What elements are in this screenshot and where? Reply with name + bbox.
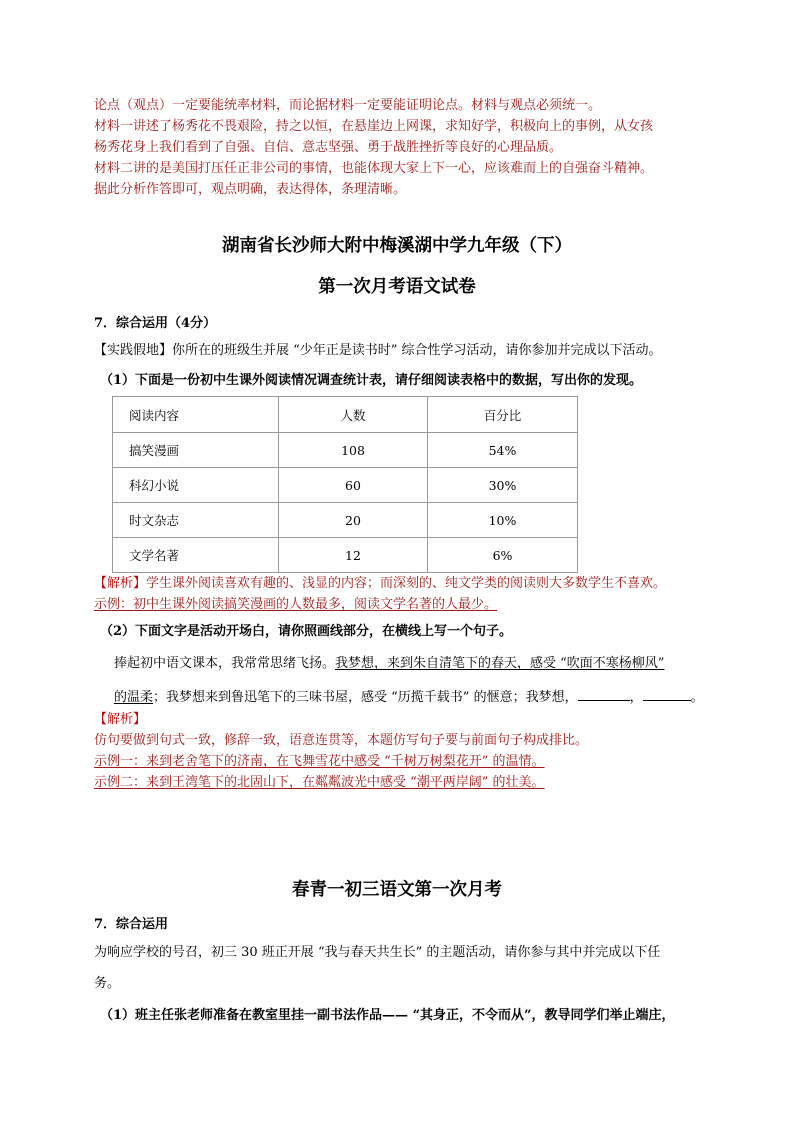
table-cell: 10% — [428, 503, 578, 538]
example-answer-1: 示例：初中生课外阅读搞笑漫画的人数最多，阅读文学名著的人最少。 — [94, 597, 498, 612]
intro-line: 材料一讲述了杨秀花不畏艰险，持之以恒，在悬崖边上网课，求知好学，积极向上的事例，从女孩 — [94, 119, 654, 134]
exam-2-intro-cont: 务。 — [94, 976, 121, 991]
exam-2-sub-question-1: （1）班主任张老师准备在教室里挂一副书法作品—— “其身正，不令而从”，教导同学们举止端庄， — [100, 1008, 675, 1023]
table-cell: 54% — [428, 433, 578, 468]
analysis-1 — [94, 575, 666, 593]
passage-comma: ， — [629, 690, 643, 705]
answer-blank[interactable] — [578, 686, 630, 701]
table-cell: 20 — [279, 503, 428, 538]
table-row — [113, 468, 578, 503]
exam-2-title: 春青一初三语文第一次月考 — [292, 880, 502, 900]
intro-line: 杨秀花身上我们看到了自强、自信、意志坚强、勇于战胜挫折等良好的心理品质。 — [94, 140, 563, 155]
sub-question-2: （2）下面文字是活动开场白，请你照画线部分，在横线上写一个句子。 — [100, 624, 513, 639]
table-header-cell: 阅读内容 — [113, 397, 279, 433]
intro-line: 论点（观点）一定要能统率材料，而论据材料一定要能证明论点。材料与观点必须统一。 — [94, 98, 602, 113]
table-cell: 6% — [428, 538, 578, 573]
table-row — [113, 538, 578, 573]
table-cell: 12 — [279, 538, 428, 573]
table-cell: 科幻小说 — [113, 468, 279, 503]
table-cell: 时文杂志 — [113, 503, 279, 538]
intro-line: 据此分析作答即可，观点明确，表达得体，条理清晰。 — [94, 182, 407, 197]
question-heading-2: 7．综合运用 — [94, 917, 169, 932]
table-row — [113, 433, 578, 468]
analysis-2-tag: 【解析】 — [94, 712, 147, 727]
reading-survey-table — [112, 396, 578, 573]
table-header-cell: 人数 — [279, 397, 428, 433]
exam-2-intro: 为响应学校的号召，初三 30 班正开展 “我与春天共生长” 的主题活动，请你参与其中并完成以下任 — [94, 945, 661, 960]
passage-text: 捧起初中语文课本，我常常思绪飞扬。 — [114, 656, 336, 671]
analysis-text: 学生课外阅读喜欢有趣的、浅显的内容；而深刻的、纯文学类的阅读则大多数学生不喜欢。 — [146, 576, 667, 591]
table-row — [113, 503, 578, 538]
activity-context: 【实践假地】你所在的班级生并展 “少年正是读书时” 综合性学习活动，请你参加并完成以下活动。 — [94, 343, 662, 358]
question-heading: 7．综合运用（4分） — [94, 316, 217, 331]
table-cell: 30% — [428, 468, 578, 503]
passage-underlined: 的温柔 — [114, 690, 154, 705]
example-answer-2b: 示例二：来到王湾笔下的北固山下，在粼粼波光中感受 “潮平两岸阔” 的壮美。 — [94, 775, 545, 790]
passage-line-1 — [114, 655, 664, 673]
table-cell: 文学名著 — [113, 538, 279, 573]
answer-blank[interactable] — [643, 686, 691, 701]
table-cell: 60 — [279, 468, 428, 503]
exam-title: 湖南省长沙师大附中梅溪湖中学九年级（下） — [222, 236, 572, 256]
table-cell: 搞笑漫画 — [113, 433, 279, 468]
exam-subtitle: 第一次月考语文试卷 — [318, 277, 476, 297]
passage-line-2 — [114, 686, 704, 707]
table-header-cell: 百分比 — [428, 397, 578, 433]
passage-underlined: 我梦想，来到朱自清笔下的春天，感受 “吹面不寒杨柳风” — [335, 656, 665, 671]
table-header-row — [113, 397, 578, 433]
passage-end: 。 — [690, 690, 704, 705]
passage-text: ；我梦想来到鲁迅笔下的三味书屋，感受 “历揽千载书” 的惬意；我梦想， — [153, 690, 578, 705]
analysis-tag: 【解析】 — [94, 576, 147, 591]
table-cell: 108 — [279, 433, 428, 468]
sub-question-1: （1）下面是一份初中生课外阅读情况调查统计表，请仔细阅读表格中的数据，写出你的发现。 — [100, 373, 643, 388]
example-answer-2a: 示例一：来到老舍笔下的济南，在飞舞雪花中感受 “千树万树梨花开” 的温情。 — [94, 754, 545, 769]
intro-line: 材料二讲的是美国打压任正非公司的事情，也能体现大家上下一心，应该难而上的自强奋斗精神。 — [94, 161, 654, 176]
analysis-2-text: 仿句要做到句式一致，修辞一致，语意连贯等，本题仿写句子要与前面句子构成排比。 — [94, 733, 589, 748]
